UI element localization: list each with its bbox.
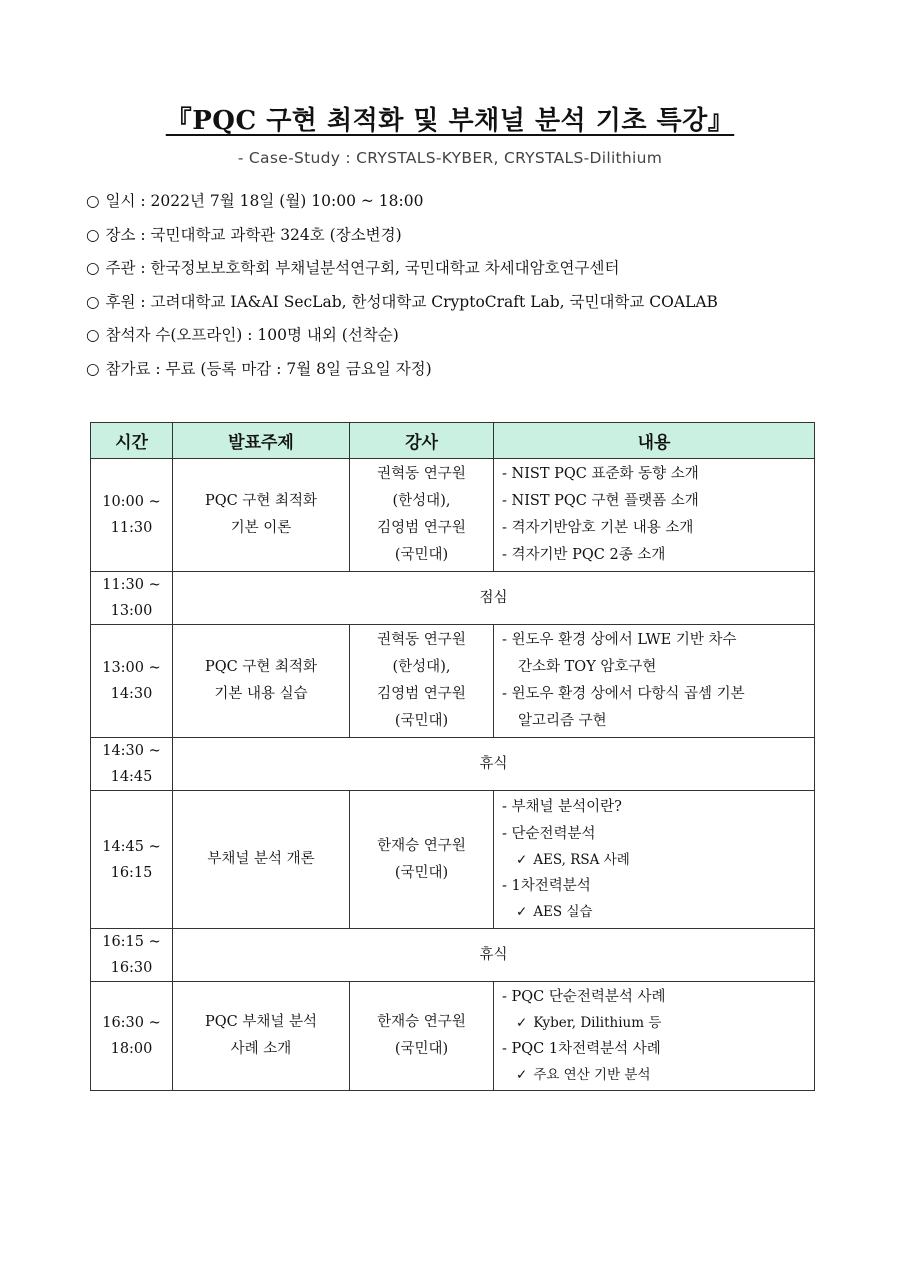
content-sub-item	[502, 848, 814, 873]
break-cell: 휴식	[173, 738, 815, 791]
info-item-location	[86, 221, 718, 255]
content-line: - 격자기반암호 기본 내용 소개	[502, 520, 694, 536]
table-row	[91, 738, 815, 791]
time-end: 14:45	[110, 769, 153, 785]
info-text: 후원 : 고려대학교 IA&AI SecLab, 한성대학교 CryptoCraft Lab, 국민대학교 COALAB	[105, 292, 718, 311]
time-end: 11:30	[110, 520, 153, 536]
time-cell	[91, 982, 173, 1091]
time-start: 16:15 ~	[102, 934, 161, 950]
topic-line: PQC 부채널 분석	[205, 1014, 317, 1030]
topic-cell	[173, 625, 350, 738]
time-end: 16:30	[110, 960, 153, 976]
content-line: - PQC 1차전력분석 사례	[502, 1041, 661, 1057]
document-subtitle: - Case-Study : CRYSTALS-KYBER, CRYSTALS-Dilithium	[237, 149, 663, 167]
content-line: - 윈도우 환경 상에서 다항식 곱셈 기본	[502, 686, 745, 702]
table-row	[91, 791, 815, 929]
content-sub-item	[502, 1011, 814, 1036]
time-start: 11:30 ~	[102, 577, 161, 593]
speaker-cell	[350, 982, 494, 1091]
sub-item-text: Kyber, Dilithium 등	[533, 1015, 662, 1031]
content-cell	[494, 982, 815, 1091]
topic-line: 기본 이론	[230, 520, 292, 536]
speaker-line: (국민대)	[394, 547, 449, 563]
break-cell: 휴식	[173, 929, 815, 982]
circle-bullet-icon: ○	[86, 225, 100, 244]
info-text: 참석자 수(오프라인) : 100명 내외 (선착순)	[105, 326, 399, 345]
content-cell	[494, 459, 815, 572]
time-end: 14:30	[110, 686, 153, 702]
table-row	[91, 982, 815, 1091]
table-row	[91, 929, 815, 982]
info-item-host	[86, 254, 718, 288]
speaker-line: 김영범 연구원	[377, 520, 466, 536]
topic-line: PQC 구현 최적화	[205, 493, 317, 509]
topic-line: 기본 내용 실습	[214, 686, 308, 702]
event-info-list	[86, 187, 718, 389]
check-icon: ✓	[516, 1067, 528, 1083]
table-row	[91, 572, 815, 625]
info-text: 참가료 : 무료 (등록 마감 : 7월 8일 금요일 자정)	[105, 359, 432, 378]
time-cell	[91, 738, 173, 791]
header-time: 시간	[91, 423, 173, 459]
sub-item-text: AES 실습	[533, 904, 593, 920]
time-start: 13:00 ~	[102, 660, 161, 676]
topic-line: 사례 소개	[230, 1041, 292, 1057]
time-start: 14:30 ~	[102, 743, 161, 759]
document-title: 『PQC 구현 최적화 및 부채널 분석 기초 특강』	[165, 106, 735, 136]
time-cell	[91, 929, 173, 982]
content-line-continued: 간소화 TOY 암호구현	[518, 659, 657, 675]
table-header-row	[91, 423, 815, 459]
speaker-cell	[350, 625, 494, 738]
info-item-attendees	[86, 321, 718, 355]
check-icon: ✓	[516, 1015, 528, 1031]
circle-bullet-icon: ○	[86, 259, 100, 278]
speaker-line: 김영범 연구원	[377, 686, 466, 702]
content-line: - PQC 단순전력분석 사례	[502, 989, 666, 1005]
speaker-line: (국민대)	[394, 864, 449, 881]
time-cell	[91, 572, 173, 625]
time-start: 10:00 ~	[102, 494, 161, 510]
circle-bullet-icon: ○	[86, 192, 100, 210]
time-end: 18:00	[110, 1041, 153, 1057]
circle-bullet-icon: ○	[86, 359, 100, 378]
speaker-line: (한성대),	[392, 659, 451, 675]
header-content: 내용	[494, 423, 815, 459]
speaker-line: 권혁동 연구원	[377, 632, 466, 648]
speaker-line: 한재승 연구원	[377, 1014, 466, 1030]
time-start: 16:30 ~	[102, 1015, 161, 1031]
speaker-line: (국민대)	[394, 713, 449, 729]
table-row	[91, 625, 815, 738]
sub-item-text: 주요 연산 기반 분석	[533, 1067, 651, 1083]
content-line: - 단순전력분석	[502, 826, 596, 842]
sub-item-text: AES, RSA 사례	[533, 852, 630, 868]
content-line: - NIST PQC 표준화 동향 소개	[502, 466, 699, 482]
speaker-line: (국민대)	[394, 1041, 449, 1057]
info-item-sponsor	[86, 288, 718, 322]
time-cell	[91, 625, 173, 738]
time-start: 14:45 ~	[102, 838, 161, 855]
content-line: - NIST PQC 구현 플랫폼 소개	[502, 493, 699, 509]
check-icon: ✓	[516, 904, 528, 920]
topic-cell	[173, 791, 350, 929]
content-line: - 1차전력분석	[502, 878, 591, 894]
circle-bullet-icon: ○	[86, 326, 100, 345]
topic-cell	[173, 982, 350, 1091]
content-cell	[494, 791, 815, 929]
speaker-line: 권혁동 연구원	[377, 466, 466, 482]
info-text: 장소 : 국민대학교 과학관 324호 (장소변경)	[105, 225, 402, 244]
topic-line: PQC 구현 최적화	[205, 659, 317, 675]
topic-cell	[173, 459, 350, 572]
speaker-line: 한재승 연구원	[377, 837, 466, 854]
schedule-table	[90, 422, 815, 1091]
content-line: - 부채널 분석이란?	[502, 799, 622, 815]
content-sub-item	[502, 1063, 814, 1088]
header-speaker: 강사	[350, 423, 494, 459]
content-cell	[494, 625, 815, 738]
info-item-date	[86, 187, 718, 221]
time-end: 13:00	[110, 603, 153, 619]
content-line: - 윈도우 환경 상에서 LWE 기반 차수	[502, 632, 737, 648]
speaker-cell	[350, 791, 494, 929]
speaker-line: (한성대),	[392, 493, 451, 509]
topic-line: 부채널 분석 개론	[207, 851, 315, 867]
lunch-cell: 점심	[173, 572, 815, 625]
check-icon: ✓	[516, 852, 528, 868]
time-cell	[91, 791, 173, 929]
header-topic: 발표주제	[173, 423, 350, 459]
info-item-fee	[86, 355, 718, 389]
info-text: 일시 : 2022년 7월 18일 (월) 10:00 ~ 18:00	[105, 192, 424, 210]
info-text: 주관 : 한국정보보호학회 부채널분석연구회, 국민대학교 차세대암호연구센터	[105, 259, 620, 278]
content-line-continued: 알고리즘 구현	[518, 713, 607, 729]
time-cell	[91, 459, 173, 572]
time-end: 16:15	[110, 864, 153, 881]
speaker-cell	[350, 459, 494, 572]
table-row	[91, 459, 815, 572]
circle-bullet-icon: ○	[86, 292, 100, 311]
content-line: - 격자기반 PQC 2종 소개	[502, 547, 666, 563]
content-sub-item	[502, 900, 814, 925]
